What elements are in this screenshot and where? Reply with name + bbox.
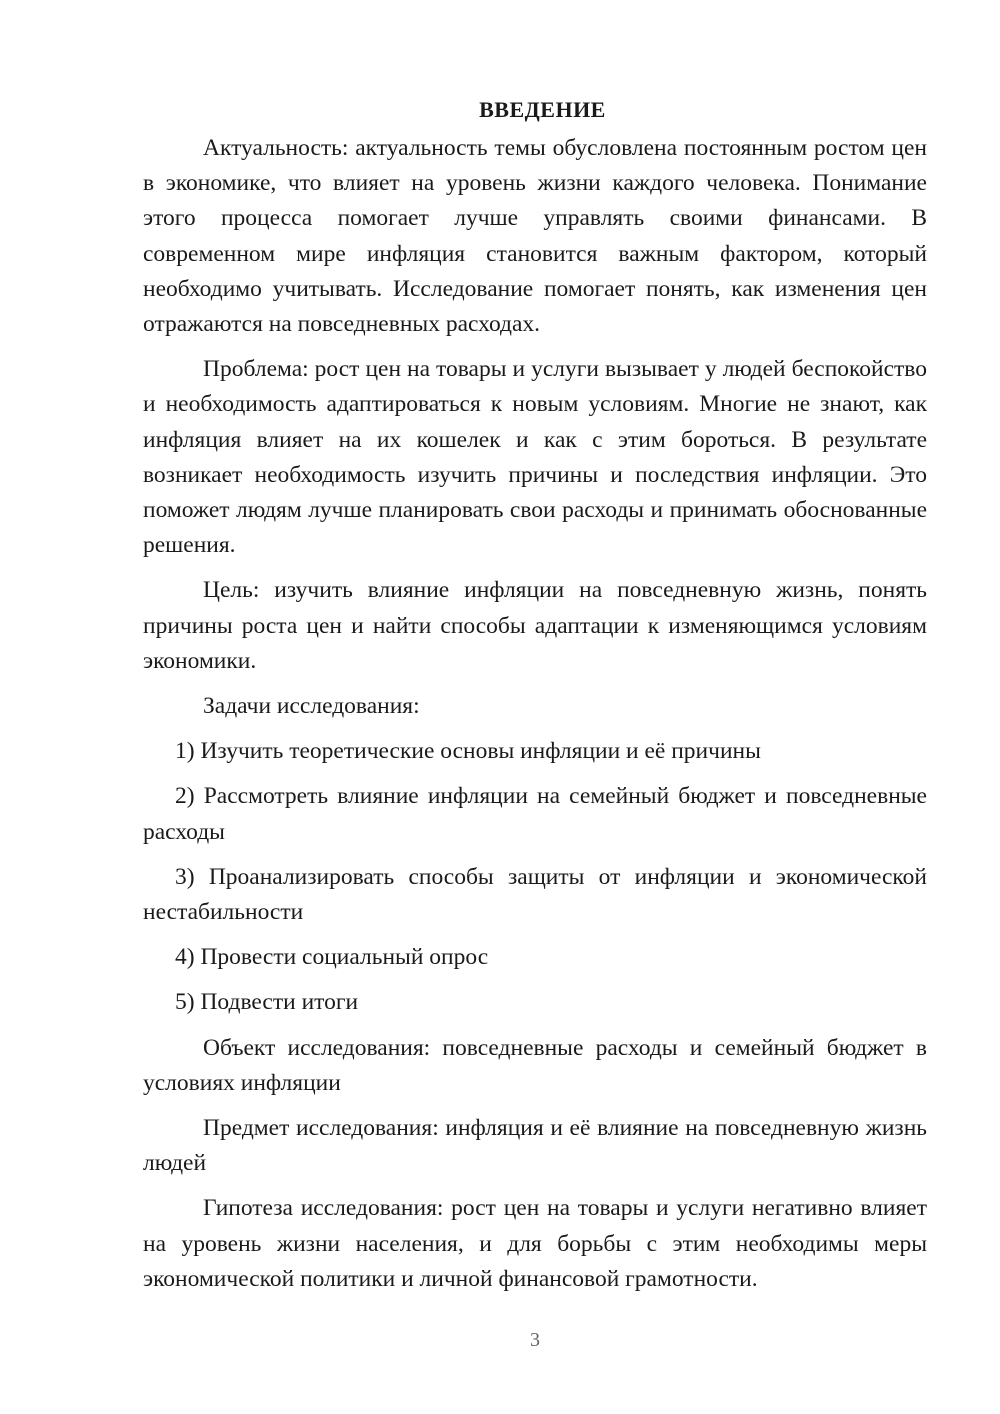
paragraph-problem: Проблема: рост цен на товары и услуги вызывает у людей беспокойство и необходимость адаптироваться к новым условиям. Многие не знают, как инфляция влияет на их кошелек и как с этим бороться. В результате возникает необходимость изучить причины и последствия инфляции. Это поможет людям лучше планировать свои расходы и принимать обоснованные решения.: [143, 356, 927, 559]
paragraph-relevance: Актуальность: актуальность темы обусловлена постоянным ростом цен в экономике, что влияет на уровень жизни каждого человека. Понимание этого процесса помогает лучше управлять своими финансами. В современном мире инфляция становится важным фактором, который необходимо учитывать. Исследование помогает понять, как изменения цен отражаются на повседневных расходах.: [143, 135, 927, 338]
paragraph-goal: Цель: изучить влияние инфляции на повседневную жизнь, понять причины роста цен и найти способы адаптации к изменяющимся условиям экономики.: [143, 577, 927, 674]
text-block: [143, 92, 927, 1307]
paragraph-tasks-heading: Задачи исследования:: [203, 693, 420, 720]
page-number: 3: [530, 1329, 540, 1351]
paragraph-object: Объект исследования: повседневные расходы и семейный бюджет в условиях инфляции: [143, 1034, 927, 1096]
paragraph-subject: Предмет исследования: инфляция и её влияние на повседневную жизнь людей: [143, 1115, 927, 1177]
task-item-3: 3) Проанализировать способы защиты от инфляции и экономической нестабильности: [143, 863, 927, 926]
task-item-2: 2) Рассмотреть влияние инфляции на семейный бюджет и повседневные расходы: [143, 783, 927, 845]
page-title: ВВЕДЕНИЕ: [479, 97, 606, 122]
task-item-5: 5) Подвести итоги: [175, 989, 359, 1016]
task-item-1: 1) Изучить теоретические основы инфляции и её причины: [175, 738, 761, 765]
paragraph-hypothesis: Гипотеза исследования: рост цен на товары и услуги негативно влияет на уровень жизни населения, и для борьбы с этим необходимы меры экономической политики и личной финансовой грамотности.: [143, 1195, 927, 1292]
task-item-4: 4) Провести социальный опрос: [175, 944, 489, 971]
